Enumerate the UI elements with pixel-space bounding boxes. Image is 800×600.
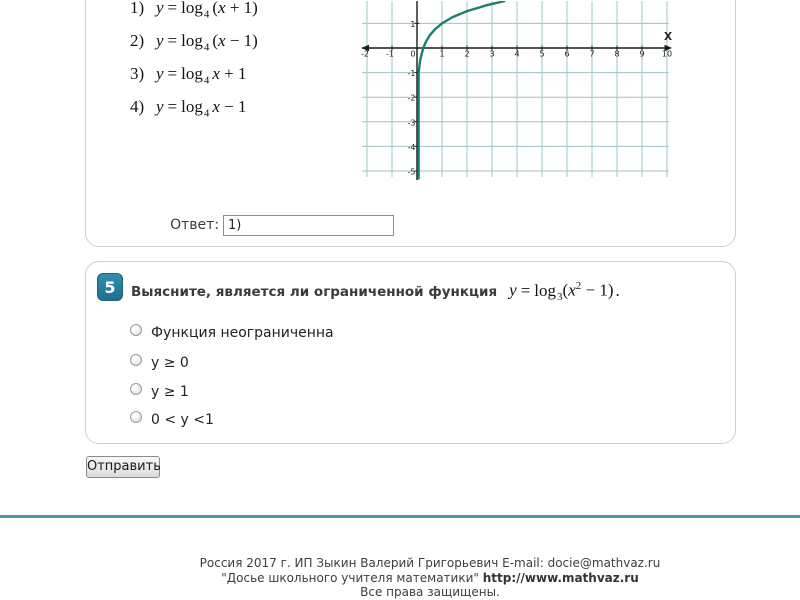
svg-text:-2: -2 [361, 49, 369, 59]
q4-option-2: 2) $y = \log_4 (x - 1)$ [130, 24, 258, 57]
function-graph [361, 1, 677, 181]
radio-button[interactable] [130, 383, 142, 395]
q4-option-4: 4) $y = \log_4 x - 1$ [130, 90, 258, 123]
svg-text:1: 1 [410, 19, 416, 29]
svg-text:1: 1 [439, 49, 445, 59]
radio-button[interactable] [130, 411, 142, 423]
svg-text:3: 3 [489, 49, 495, 59]
question-5-line [131, 279, 620, 305]
svg-text:-3: -3 [407, 118, 416, 128]
question-4-panel [85, 0, 736, 247]
answer-label: Ответ: [170, 217, 219, 233]
svg-text:-1: -1 [407, 69, 416, 79]
svg-text:10: 10 [661, 49, 673, 59]
question-5-panel [85, 261, 736, 444]
question-5-formula: $y = \log_3(x^2 - 1)$ . [509, 280, 620, 304]
footer [58, 556, 800, 600]
option-number: 1) [130, 0, 145, 17]
svg-text:6: 6 [564, 49, 570, 59]
radio-label: y ≥ 1 [151, 384, 189, 400]
footer-line-2: "Досье школьного учителя математики" http://www.mathvaz.ru [221, 570, 639, 585]
svg-text:-2: -2 [407, 93, 416, 103]
question-number-badge: 5 [97, 273, 123, 301]
svg-text:-5: -5 [407, 167, 416, 177]
q5-option-row-2[interactable] [130, 352, 189, 374]
svg-text:4: 4 [514, 49, 520, 59]
radio-button[interactable] [130, 324, 142, 336]
q5-option-row-4[interactable] [130, 409, 214, 431]
option-number: 3) [130, 64, 145, 83]
svg-text:0: 0 [410, 49, 416, 59]
q4-option-3: 3) $y = \log_4 x + 1$ [130, 57, 258, 90]
footer-line-1: Россия 2017 г. ИП Зыкин Валерий Григорьевич E-mail: docie@mathvaz.ru [199, 556, 661, 570]
svg-text:5: 5 [539, 49, 545, 59]
q4-option-1: 1) $y = \log_4 (x + 1)$ [130, 0, 258, 24]
radio-label: 0 < y <1 [151, 412, 214, 428]
submit-button[interactable]: Отправить [86, 456, 160, 478]
svg-text:-1: -1 [386, 49, 394, 59]
footer-line-3: Все права защищены. [360, 585, 500, 600]
svg-text:8: 8 [614, 49, 620, 59]
option-number: 2) [130, 31, 145, 50]
svg-text:X: X [663, 31, 673, 43]
answer-input[interactable] [223, 215, 394, 236]
q4-options-list [130, 0, 258, 123]
radio-label: Функция неограниченна [151, 325, 334, 341]
svg-text:-4: -4 [407, 142, 416, 152]
svg-text:2: 2 [464, 49, 470, 59]
question-5-text: Выясните, является ли ограниченной функция [131, 284, 498, 300]
site-url: http://www.mathvaz.ru [482, 570, 639, 585]
radio-label: y ≥ 0 [151, 355, 189, 371]
footer-divider [0, 515, 800, 518]
svg-text:7: 7 [589, 49, 595, 59]
q5-option-row-1[interactable] [130, 322, 334, 344]
radio-button[interactable] [130, 354, 142, 366]
svg-text:9: 9 [639, 49, 645, 59]
option-number: 4) [130, 97, 145, 116]
q5-option-row-3[interactable] [130, 381, 189, 403]
